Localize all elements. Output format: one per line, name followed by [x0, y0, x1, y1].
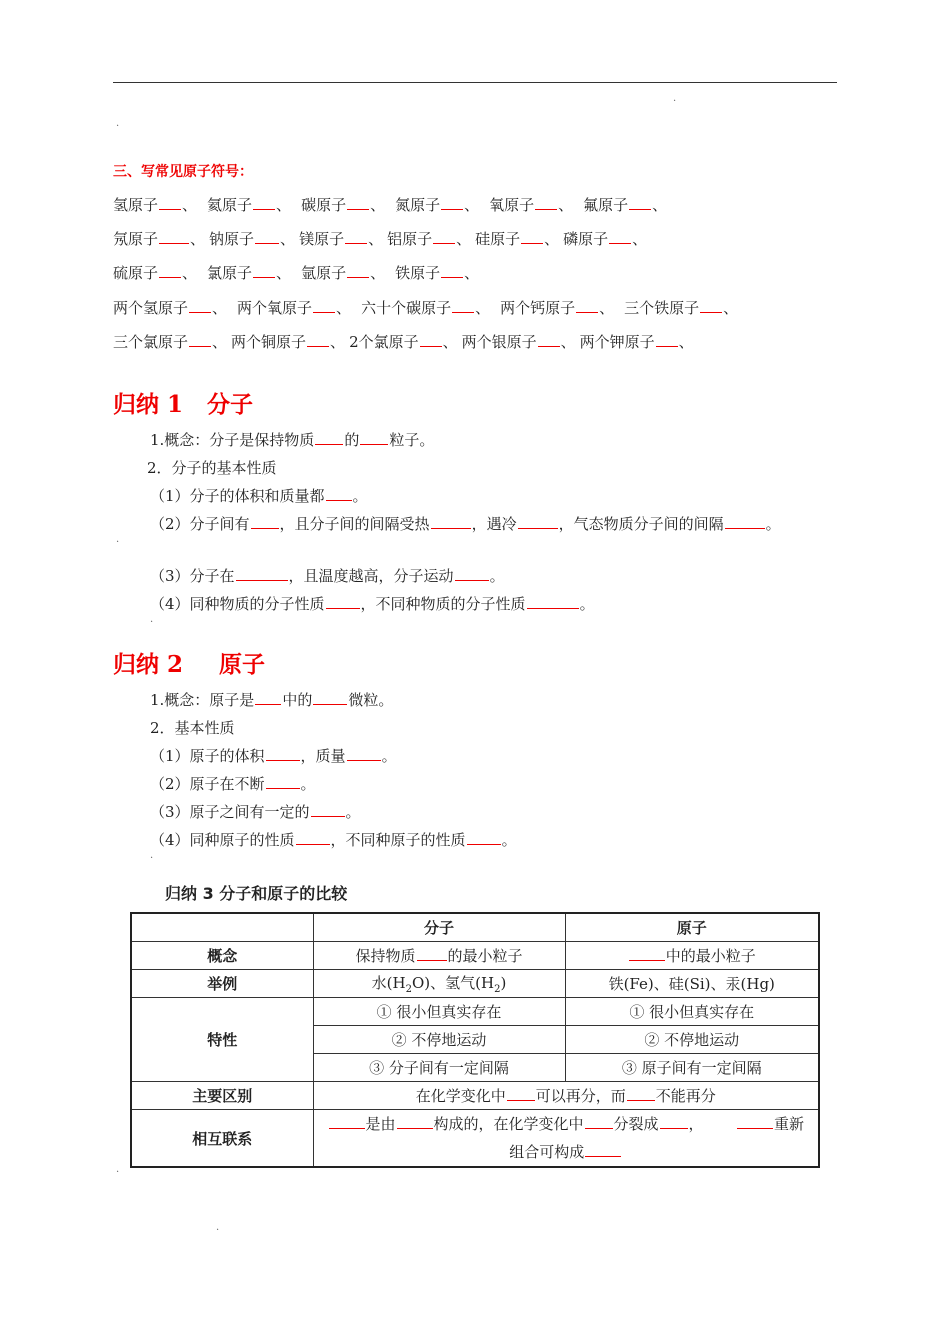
- separator: 、: [280, 230, 296, 248]
- answer-blank[interactable]: [345, 231, 367, 244]
- answer-blank[interactable]: [189, 334, 211, 347]
- atom-label: 两个氧原子: [237, 299, 313, 317]
- text: 。: [501, 831, 517, 849]
- table-row: [131, 970, 819, 998]
- atom-label: 三个氯原子: [113, 333, 189, 351]
- separator: 、: [475, 299, 491, 317]
- g2-heading: [113, 646, 265, 679]
- separator: 、: [723, 299, 739, 317]
- answer-blank[interactable]: [236, 568, 288, 581]
- separator: 、: [182, 264, 198, 282]
- text: 粒子。: [389, 431, 435, 449]
- g2-p3: [150, 801, 361, 822]
- answer-blank[interactable]: [585, 1144, 621, 1157]
- text: 。: [345, 803, 361, 821]
- text: （3）分子在: [150, 567, 235, 585]
- separator: 、: [212, 299, 228, 317]
- text: （1）分子的体积和质量都: [150, 487, 325, 505]
- atom-label: 六十个碳原子: [361, 299, 452, 317]
- separator: 、: [560, 333, 576, 351]
- header-atom: 原子: [565, 913, 819, 942]
- answer-blank[interactable]: [452, 300, 474, 313]
- g1-title: 归纳 1 分子: [113, 391, 254, 418]
- answer-blank[interactable]: [441, 265, 463, 278]
- paragraph-mark: .: [673, 93, 677, 104]
- row-label-relation: 相互联系: [131, 1110, 313, 1168]
- answer-blank[interactable]: [360, 432, 388, 445]
- answer-blank[interactable]: [313, 692, 347, 705]
- atom-line-1: [113, 194, 677, 215]
- separator: 、: [678, 333, 694, 351]
- answer-blank[interactable]: [585, 1116, 613, 1129]
- row-label-example: 举例: [131, 970, 313, 998]
- atom-label: 氖原子: [113, 230, 159, 248]
- atom-label: 氧原子: [489, 196, 535, 214]
- table-cell: ① 很小但真实存在: [313, 998, 565, 1026]
- answer-blank[interactable]: [417, 948, 447, 961]
- answer-blank[interactable]: [253, 197, 275, 210]
- separator: 、: [370, 264, 386, 282]
- separator: 、: [558, 196, 574, 214]
- answer-blank[interactable]: [326, 596, 360, 609]
- atom-label: 硅原子: [475, 230, 521, 248]
- answer-blank[interactable]: [433, 231, 455, 244]
- answer-blank[interactable]: [737, 1116, 773, 1129]
- text: ，气态物质分子间的间隔: [558, 515, 724, 533]
- g1-concept: [150, 429, 434, 450]
- atom-line-5: [113, 331, 698, 352]
- answer-blank[interactable]: [725, 516, 765, 529]
- separator: 、: [632, 230, 648, 248]
- text: 中的: [282, 691, 313, 709]
- answer-blank[interactable]: [347, 197, 369, 210]
- g2-p1: [150, 745, 397, 766]
- separator: 、: [442, 333, 458, 351]
- paragraph-mark: .: [216, 1222, 220, 1233]
- atom-label: 氮原子: [395, 196, 441, 214]
- table-cell: [313, 970, 565, 998]
- text: （1）原子的体积: [150, 747, 265, 765]
- g2-title: 归纳 2: [113, 651, 184, 678]
- answer-blank[interactable]: [576, 300, 598, 313]
- answer-blank[interactable]: [159, 265, 181, 278]
- text: ，质量: [300, 747, 346, 765]
- text: （4）同种物质的分子性质: [150, 595, 325, 613]
- table-cell: [313, 942, 565, 970]
- text: 在化学变化中: [415, 1087, 506, 1105]
- text: ，且温度越高，分子运动: [288, 567, 454, 585]
- answer-blank[interactable]: [255, 692, 281, 705]
- answer-blank[interactable]: [441, 197, 463, 210]
- g1-heading: [113, 386, 253, 419]
- text: ，不同种原子的性质: [330, 831, 466, 849]
- text: O)、氢气(H: [411, 974, 495, 992]
- paragraph-mark: .: [150, 850, 154, 861]
- paragraph-mark: .: [116, 118, 120, 129]
- relation-line-2: [328, 1138, 805, 1166]
- header-rule: [113, 82, 837, 83]
- comparison-table: [130, 912, 820, 1168]
- separator: 、: [368, 230, 384, 248]
- relation-line-1: [328, 1110, 805, 1138]
- g2-p4: [150, 829, 517, 850]
- text: 。: [300, 775, 316, 793]
- answer-blank[interactable]: [253, 265, 275, 278]
- text: 。: [352, 487, 368, 505]
- atom-label: 2个氯原子: [349, 333, 419, 351]
- answer-blank[interactable]: [535, 197, 557, 210]
- section3-title: 三、写常见原子符号：: [113, 164, 253, 180]
- row-label-concept: 概念: [131, 942, 313, 970]
- atom-label: 两个钾原子: [579, 333, 655, 351]
- atom-label: 氦原子: [207, 196, 253, 214]
- atom-label: 两个铜原子: [231, 333, 307, 351]
- answer-blank[interactable]: [467, 832, 501, 845]
- text: ，不同种物质的分子性质: [360, 595, 526, 613]
- row-label-difference: 主要区别: [131, 1082, 313, 1110]
- answer-blank[interactable]: [629, 948, 665, 961]
- answer-blank[interactable]: [315, 432, 343, 445]
- table-cell: ③ 原子间有一定间隔: [565, 1054, 819, 1082]
- g1-p4: [150, 593, 595, 614]
- answer-blank[interactable]: [397, 1116, 433, 1129]
- table-cell: [313, 1110, 819, 1168]
- answer-blank[interactable]: [627, 1088, 655, 1101]
- answer-blank[interactable]: [329, 1116, 365, 1129]
- separator: 、: [330, 333, 346, 351]
- answer-blank[interactable]: [326, 488, 352, 501]
- answer-blank[interactable]: [266, 776, 300, 789]
- paragraph-mark: .: [150, 614, 154, 625]
- separator: 、: [544, 230, 560, 248]
- answer-blank[interactable]: [347, 265, 369, 278]
- g2-concept: [150, 689, 393, 710]
- table-cell: [131, 913, 313, 942]
- atom-label: 两个银原子: [461, 333, 537, 351]
- text: 可以再分，而: [535, 1087, 626, 1105]
- text: 1.概念：原子是: [150, 691, 255, 709]
- table-row: [131, 1082, 819, 1110]
- atom-label: 两个钙原子: [500, 299, 576, 317]
- answer-blank[interactable]: [455, 568, 489, 581]
- atom-label: 钠原子: [209, 230, 255, 248]
- text: 重新: [773, 1115, 804, 1133]
- paragraph-mark: .: [116, 1164, 120, 1175]
- answer-blank[interactable]: [609, 231, 631, 244]
- text: 。: [381, 747, 397, 765]
- answer-blank[interactable]: [538, 334, 560, 347]
- text: 。: [579, 595, 595, 613]
- separator: 、: [336, 299, 352, 317]
- separator: 、: [190, 230, 206, 248]
- atom-label: 铝原子: [387, 230, 433, 248]
- separator: 、: [276, 196, 292, 214]
- separator: 、: [599, 299, 615, 317]
- text: 是由: [365, 1115, 396, 1133]
- table-cell: ② 不停地运动: [565, 1026, 819, 1054]
- text: 不能再分: [655, 1087, 716, 1105]
- text: ，且分子间的间隔受热: [279, 515, 430, 533]
- answer-blank[interactable]: [255, 231, 279, 244]
- text: （4）同种原子的性质: [150, 831, 295, 849]
- header-molecule: 分子: [313, 913, 565, 942]
- table-cell: [565, 942, 819, 970]
- subscript: 2: [405, 984, 412, 995]
- g2-p2: [150, 773, 316, 794]
- answer-blank[interactable]: [251, 516, 279, 529]
- table-row: [131, 1110, 819, 1168]
- separator: 、: [370, 196, 386, 214]
- atom-label: 氯原子: [207, 264, 253, 282]
- text: 的: [344, 431, 360, 449]
- answer-blank[interactable]: [347, 748, 381, 761]
- separator: 、: [652, 196, 668, 214]
- row-label-trait: 特性: [131, 998, 313, 1082]
- answer-blank[interactable]: [313, 300, 335, 313]
- separator: 、: [464, 196, 480, 214]
- answer-blank[interactable]: [266, 748, 300, 761]
- answer-blank[interactable]: [507, 1088, 535, 1101]
- text: （2）分子间有: [150, 515, 250, 533]
- text: 组合可构成: [509, 1143, 585, 1161]
- atom-label: 碳原子: [301, 196, 347, 214]
- table-row: [131, 942, 819, 970]
- g1-p2: [150, 513, 781, 534]
- g2-prop-title: 2．基本性质: [150, 719, 235, 737]
- answer-blank[interactable]: [159, 197, 181, 210]
- text: （2）原子在不断: [150, 775, 265, 793]
- atom-label: 硫原子: [113, 264, 159, 282]
- g1-p1: [150, 485, 368, 506]
- separator: 、: [182, 196, 198, 214]
- atom-line-4: [113, 297, 748, 318]
- answer-blank[interactable]: [527, 596, 579, 609]
- answer-blank[interactable]: [431, 516, 471, 529]
- text: （3）原子之间有一定的: [150, 803, 310, 821]
- text: 的最小粒子: [447, 947, 523, 965]
- answer-blank[interactable]: [700, 300, 722, 313]
- g2-title-atom: 原子: [219, 651, 266, 678]
- table-cell: ① 很小但真实存在: [565, 998, 819, 1026]
- answer-blank[interactable]: [296, 832, 330, 845]
- separator: 、: [276, 264, 292, 282]
- atom-label: 两个氢原子: [113, 299, 189, 317]
- table-cell: ③ 分子间有一定间隔: [313, 1054, 565, 1082]
- g1-prop-title: 2．分子的基本性质: [147, 459, 277, 477]
- atom-line-2: [113, 228, 651, 249]
- text: 。: [489, 567, 505, 585]
- paragraph-mark: .: [116, 534, 120, 545]
- answer-blank[interactable]: [629, 197, 651, 210]
- text: 保持物质: [355, 947, 416, 965]
- separator: 、: [464, 264, 480, 282]
- table-cell: [313, 1082, 819, 1110]
- text: 中的最小粒子: [665, 947, 756, 965]
- answer-blank[interactable]: [159, 231, 189, 244]
- atom-label: 磷原子: [563, 230, 609, 248]
- subscript: 2: [494, 984, 501, 995]
- answer-blank[interactable]: [656, 334, 678, 347]
- text: 构成的，在化学变化中: [433, 1115, 584, 1133]
- text: ，: [688, 1115, 704, 1133]
- text: ，遇冷: [471, 515, 517, 533]
- text: ): [500, 974, 507, 992]
- table-cell: ② 不停地运动: [313, 1026, 565, 1054]
- atom-line-3: [113, 262, 489, 283]
- text: 。: [765, 515, 781, 533]
- text: 水(H: [371, 974, 406, 992]
- atom-label: 氩原子: [301, 264, 347, 282]
- atom-label: 铁原子: [395, 264, 441, 282]
- text: 分裂成: [613, 1115, 659, 1133]
- g3-title: 归纳 3 分子和原子的比较: [165, 884, 348, 903]
- text: 微粒。: [348, 691, 394, 709]
- answer-blank[interactable]: [518, 516, 558, 529]
- atom-label: 氟原子: [583, 196, 629, 214]
- separator: 、: [212, 333, 228, 351]
- separator: 、: [456, 230, 472, 248]
- answer-blank[interactable]: [311, 804, 345, 817]
- atom-label: 氢原子: [113, 196, 159, 214]
- table-row: [131, 913, 819, 942]
- table-cell: 铁(Fe)、硅(Si)、汞(Hg): [565, 970, 819, 998]
- atom-label: 三个铁原子: [624, 299, 700, 317]
- answer-blank[interactable]: [189, 300, 211, 313]
- table-row: [131, 998, 819, 1026]
- text: 1.概念：分子是保持物质: [150, 431, 315, 449]
- answer-blank[interactable]: [420, 334, 442, 347]
- atom-label: 镁原子: [299, 230, 345, 248]
- answer-blank[interactable]: [521, 231, 543, 244]
- g1-p3: [150, 565, 505, 586]
- answer-blank[interactable]: [307, 334, 329, 347]
- answer-blank[interactable]: [660, 1116, 688, 1129]
